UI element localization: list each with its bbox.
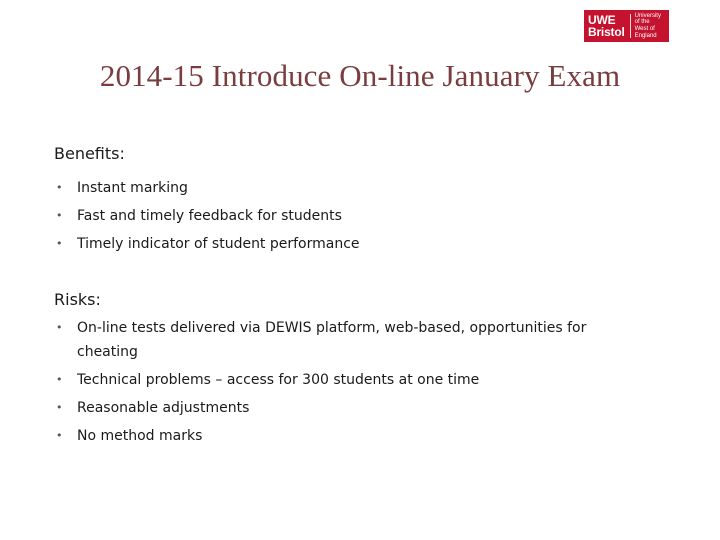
risk-item: • On-line tests delivered via DEWIS platform, web-based, opportunities for cheating [54, 316, 614, 364]
logo-brand-line-1: UWE [588, 13, 616, 27]
risks-heading: Risks: [54, 290, 101, 309]
benefit-item: • Instant marking [54, 176, 614, 200]
logo-divider [630, 14, 631, 38]
benefit-item: • Fast and timely feedback for students [54, 204, 614, 228]
logo-sub-line-2: of the [634, 19, 650, 26]
uwe-bristol-logo [584, 10, 669, 42]
risk-item: • No method marks [54, 424, 614, 448]
benefit-item: • Timely indicator of student performance [54, 232, 614, 256]
risk-item: • Technical problems – access for 300 students at one time [54, 368, 614, 392]
risks-list [54, 316, 614, 452]
slide-title: 2014-15 Introduce On-line January Exam [99, 58, 621, 93]
logo-brand-text [588, 14, 625, 38]
logo-sub-line-3: West of [634, 26, 655, 32]
benefits-heading: Benefits: [54, 144, 125, 163]
risk-item: • Reasonable adjustments [54, 396, 614, 420]
logo-sub-line-4: England [634, 32, 657, 39]
logo-sub-line-1: University [634, 12, 661, 19]
logo-subtitle [635, 13, 661, 39]
logo-brand-line-2: Bristol [588, 25, 625, 39]
benefits-list [54, 176, 614, 260]
